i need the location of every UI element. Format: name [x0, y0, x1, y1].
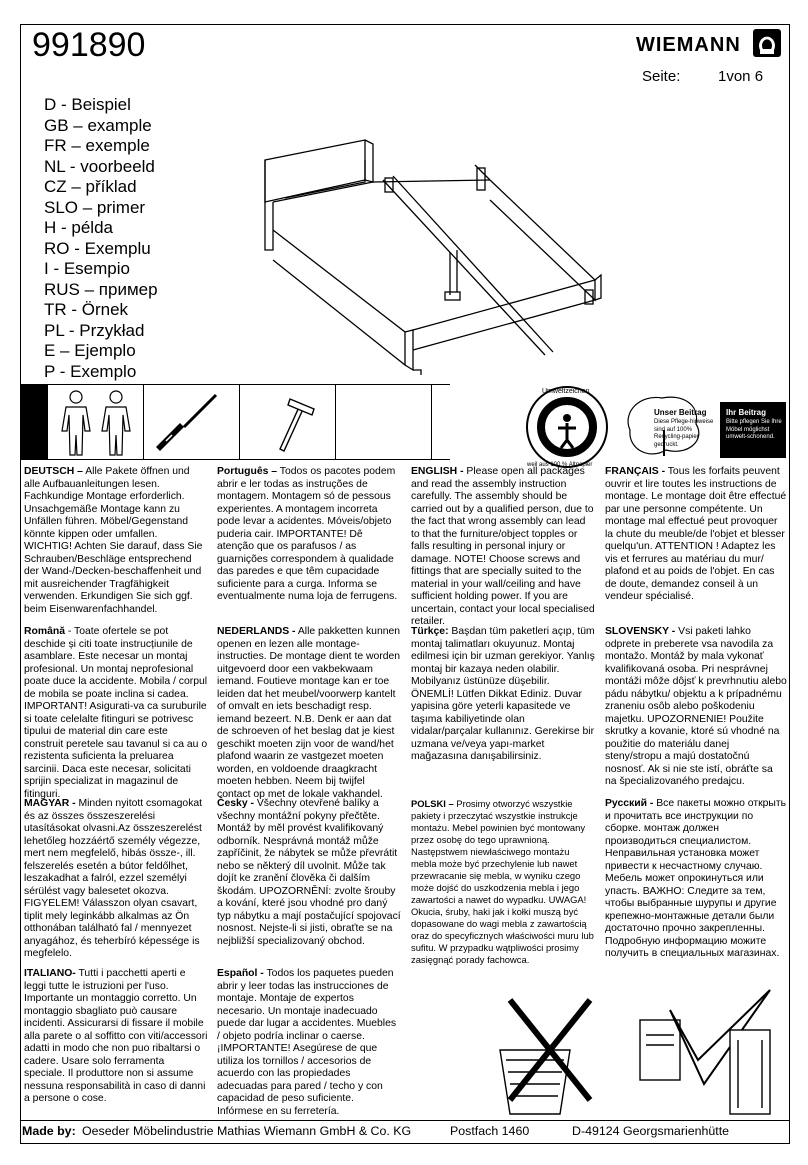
language-item: FR – exemple [44, 136, 150, 155]
language-item: D - Beispiel [44, 95, 131, 114]
page-number: 1 [718, 68, 727, 85]
two-person-icon [48, 385, 144, 459]
column-3c [411, 798, 595, 972]
language-list [44, 95, 158, 382]
blue-angel-eco-icon [524, 384, 610, 470]
column-4 [605, 466, 787, 610]
hu-heading: MAGYAR - [24, 798, 76, 809]
cz-text: Všechny otevřené balíky a všechny montážní pokyny přečtěte. Montáž by měl provést kvalifikovaný odborník. Nesprávná montáž může zapříčinit, že nábytek se může převrátit nebo se některý díl uvolnit. Může tak dojít ke zranění člověka či dalším škodám. UPOZORNĚNÍ: zvolte šrouby a kování, které jsou vhodné pro daný typ nábytku a mají postačující spojovací nosnost. Nejste-li si jisti, obraťte se na nejbližší specializovaný obchod. [217, 798, 401, 947]
hammer-icon [240, 385, 336, 459]
empty-icon-cell [336, 385, 432, 459]
column-1d [24, 968, 208, 1112]
eco-label-top: Umweltzeichen [542, 388, 590, 395]
black-marker [20, 385, 48, 459]
tr-text: Başdan tüm paketleri açıp, tüm montaj talimatları okuyunuz. Montaj edilmesi için bir uzman gerekiyor. Yanlış montaj bir kazaya neden olabilir. Mobilyanız üstünüze düşebilir. ÖNEMLİ! Lütfen Dikkat Ediniz. Duvar yapisina göre yeterli kapasitede ve taşıma kabiliyetinde olan vidalar/parçalar kullanınız. Gerekirse bir uzmana ve/veya yapı-market mağazasına danışabilirsiniz. [411, 626, 595, 762]
sl-heading: SLOVENSKY - [605, 626, 676, 637]
column-2 [217, 466, 401, 610]
language-item: RUS – пример [44, 279, 158, 299]
recycling-left-text: Diese Pflege-hinweise sind auf 100% Recycling-papier gedruckt. [654, 419, 714, 448]
page-indicator [642, 68, 764, 85]
sl-text: Vsi paketi lahko odprete in preberete vsa navodila za montažo. Montáž by mala vykonať kvalifikovaná osoba. Pri nesprávnej montáži môže dôjsť k prevrhnutiu alebo pádu nábytku/ objektu a k prípadnému zraneniu osôb alebo poškodeniu majetku. UPOZORNENIE! Použite skrutky a kovanie, ktoré sú vhodné na použitie do materiálu danej steny/stropu a majú dostatočnú nosnosť. Ak si nie ste istí, obráťte sa na špecializovaného predajcu. [605, 626, 787, 787]
bed-frame-illustration [245, 120, 625, 385]
nl-text: Alle pakketten kunnen openen en lezen alle montage-instructies. De montage dient te worden uitgevoerd door een vakbekwaam iemand. Foutieve montage kan er toe leiden dat het meubel/voorwerp kantelt of omvalt en iets beschadigt resp. iemand bezeert. N.B. Denk er aan dat de schroeven of het beslag dat je kiest geschikt moeten zijn voor de wand/het plafond waarin ze vastgezet moeten worden, en voldoende draagkracht moeten hebben. Neem bij twijfel contact op met de lokale vakhandel. [217, 626, 401, 800]
tr-heading: Türkçe: [411, 626, 449, 637]
language-item: CZ – příklad [44, 177, 137, 196]
de-heading: DEUTSCH – [24, 466, 83, 477]
column-1b [24, 626, 208, 807]
en-text: Please open all packages and read the assembly instruction carefully. The assembly should be carried out by a qualified person, due to the fact that wrong assembly can lead to that the furniture/object topples or falls resulting in personal injury or damage. NOTE! Choose screws and fittings that are specially suited to the material in your wall/ceiling and have sufficient holding power. If you are uncertain, contact your local specialised retailer. [411, 466, 595, 627]
column-1c [24, 798, 208, 967]
es-heading: Español - [217, 968, 264, 979]
language-item: P - Exemplo [44, 361, 137, 381]
de-text: Alle Pakete öffnen und alle Aufbauanleitungen lesen. Fachkundige Montage erforderlich. Unsachgemäße Montage kann zu Unfällen führen. Möbel/Gegenstand könnte kippen oder umfallen. WICHTIG! Achten Sie darauf, dass Sie Schrauben/Beschläge entsprechend der Wand-/Decken-beschaffenheit und mit ausreichender Tragfähigkeit verwenden. Erkundigen Sie sich ggf. beim Eisenwarenfachhandel. [24, 466, 203, 615]
fr-text: Tous les forfaits peuvent ouvrir et lire toutes les instructions de montage. Le montage doit être effectué par une personne compétente. Un montage mal effectué peut provoquer la chute du meuble/de l'objet et blesser quelqu'un. ATTENTION ! Adaptez les vis et ferrures au matériau du mur/ plafond et au poids de l'objet. En cas de doute, demandez conseil à un vendeur spécialisé. [605, 466, 787, 602]
company-name: Oeseder Möbelindustrie Mathias Wiemann GmbH & Co. KG [82, 1124, 412, 1138]
es-text: Todos los paquetes pueden abrir y leer todas las instrucciones de montaje. Montaje de expertos necesario. Un montaje inadecuado puede dar lugar a accidentes. Muebles / objeto podría inclinar o caerse. ¡IMPORTANTE! Asegúrese de que utiliza los tornillos / accesorios de acuerdo con las propiedades adecuadas para pared / techo y con capacidad de peso suficiente. Infórmese en su ferretería. [217, 968, 397, 1117]
language-item: H - példa [44, 218, 113, 237]
ru-text: Все пакеты можно открыть и прочитать все инструкции по сборке. монтаж должен производиться специалистом. Неправильная установка может привести к несчастному случаю. Мебель может опрокинуться или упасть. ВАЖНО: Следите за тем, чтобы выбранные шурупы и другие крепежно-монтажные детали были достаточно прочно закрепленны. Подробную информацию можите получить в специальных магазинах. [605, 798, 787, 959]
hu-text: Minden nyitott csomagokat és az összes összeszerelési utasításokat olvasni.Az összeszerelést lehetőleg hozzáértő személy végezze, mert nem megfelelő, hibás össze-, ill. felszerelés esetén a bútor feldőlhet, leszakadhat a falról, ezzel személyi sérülést vagy balesetet okozva. FIGYELEM! Válasszon olyan csavart, tiplit mely leginkább alkalmas az Ön otthonában található fal / mennyezet anyagához, és teherbíró képessége is megfelelo. [24, 798, 203, 959]
pt-text: Todos os pacotes podem abrir e ler todas as instruções de montagem. Montagem só de pessous experientes. A montagem incorreta pode levar a acidentes. Móveis/objeto puderia cair. IMPORTANTE! Dê atenção que os parafusos / as guarnições correspondem à qualidade das paredes e que têm cupacidade suficiente para a curga. Informa se eventualmente numa loja de ferrugens. [217, 466, 398, 602]
language-item: E – Ejemplo [44, 341, 136, 360]
page-of: von 6 [726, 68, 764, 85]
footer [20, 1120, 790, 1144]
city-address: D-49124 Georgsmarienhütte [572, 1124, 730, 1138]
assembly-icons-row [20, 384, 450, 460]
language-item: RO - Exemplu [44, 238, 151, 258]
recycling-right-title: Ihr Beitrag [726, 408, 767, 417]
nl-heading: NEDERLANDS - [217, 626, 296, 637]
en-heading: ENGLISH - [411, 466, 464, 477]
pl-heading: POLSKI – [411, 798, 454, 809]
column-3b [411, 626, 595, 770]
column-1 [24, 466, 208, 622]
ro-text: - Toate ofertele se pot deschide și citi toate instrucțiunile de asamblare. Este necesar un montaj profesional. Un montaj neprofesional poate duce la accidente. Mobila / corpul de mobila se poate inclina si cadea. IMPORTANT! Asigurati-va ca suruburile si toate celelalte fitinguri se potrivesc tipului de material din care este construit peretele sau tavanul si ca au o rezistenta suficienta la preluarea sarcinii. Daca este necesar, solicitati sprijin specializat in magazinul de fitinguri. [24, 626, 208, 800]
language-item: I - Esempio [44, 259, 130, 278]
language-item: NL - voorbeeld [44, 156, 155, 176]
made-by-label: Made by: [22, 1124, 76, 1138]
pl-text: Prosimy otworzyć wszystkie pakiety i przeczytać wszystkie instrukcje montażu. Mebel powinien być montowany przez osobę do tego uprawnioną. Następstwem niewłaściwego montażu mebla może być przechylenie lub nawet przewracanie się mebla, w wyniku czego może dojść do uszkodzenia mebla i jego zawartości a nawet do wypadku. UWAGA! Okucia, śruby, haki jak i kołki muszą być dopasowane do wagi mebla z zawartością oraz do specyficznych właściwości muru lub sufitu. W przypadku wątpliwości prosimy zasięgnąć porady fachowca. [411, 798, 594, 965]
waste-paper-recycle-illustration [480, 980, 780, 1116]
it-heading: ITALIANO- [24, 968, 76, 979]
column-2c [217, 798, 401, 954]
ro-heading: Română [24, 626, 65, 637]
ru-heading: Русский - [605, 798, 654, 809]
column-4c [605, 798, 787, 967]
eco-label-bottom: weil aus 100 % Altpapier [527, 462, 593, 468]
language-item: SLO – primer [44, 197, 146, 217]
column-2b [217, 626, 401, 807]
cz-heading: Česky - [217, 798, 254, 809]
column-3 [411, 466, 595, 635]
language-item: TR - Örnek [44, 300, 129, 319]
recycling-left-title: Unser Beitrag [654, 408, 707, 417]
brand-name: WIEMANN [636, 34, 741, 56]
screwdriver-icon [144, 385, 240, 459]
column-2d [217, 968, 401, 1124]
fr-heading: FRANÇAIS - [605, 466, 666, 477]
article-number: 991890 [32, 26, 146, 64]
language-item: PL - Przykład [44, 320, 145, 340]
column-4b [605, 626, 787, 795]
pt-heading: Português – [217, 466, 278, 477]
it-text: Tutti i pacchetti aperti e leggi tutte le istruzioni per l'uso. Importante un montaggio corretto. Un montaggio sbagliato può causare incidenti. Assicurarsi di fissare il mobile alla parete o al soffitto con viti/accessori adatti in modo che non puo ribaltarsi o cadere. Usare solo ferramenta speciale. Il produttore non si assume nessuna responsabilità in caso di danni a persone o cose. [24, 968, 208, 1104]
language-item: GB – example [44, 115, 152, 135]
wiemann-logo-icon [752, 28, 782, 58]
po-box: Postfach 1460 [450, 1124, 530, 1138]
page-label: Seite: [642, 68, 681, 85]
recycling-right-text: Bitte pflegen Sie Ihre Möbel möglichst umwelt-schonend. [726, 419, 782, 440]
